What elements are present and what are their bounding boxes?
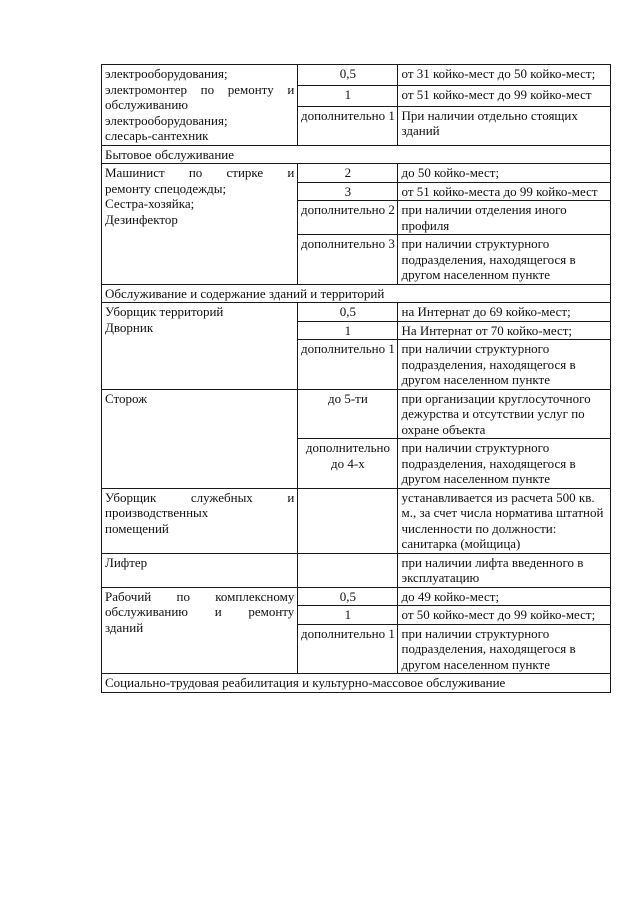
position-line: Уборщик территорий	[105, 304, 224, 319]
quantity-cell: до 5-ти	[298, 389, 398, 439]
quantity-cell: дополнительно 1	[298, 106, 398, 145]
condition-cell: при наличии структурного подразделения, находящегося в другом населенном пункте	[398, 340, 611, 390]
table-row	[102, 488, 611, 553]
quantity-cell: дополнительно 1	[298, 340, 398, 390]
staffing-table	[101, 64, 611, 693]
position-line: Сестра-хозяйка;	[105, 196, 195, 211]
condition-cell: при наличии лифта введенного в эксплуатацию	[398, 553, 611, 587]
quantity-cell: 1	[298, 606, 398, 625]
condition-cell: При наличии отдельно стоящих зданий	[398, 106, 611, 145]
position-cell: Сторож	[102, 389, 298, 488]
table-row	[102, 164, 611, 183]
position-cell	[102, 65, 298, 146]
position-line: слесарь-сантехник	[105, 128, 209, 143]
section-header-row	[102, 145, 611, 164]
quantity-cell: дополнительно до 4-х	[298, 439, 398, 489]
quantity-cell: 2	[298, 164, 398, 183]
position-line: обслуживанию и ремонту	[105, 604, 295, 619]
quantity-cell: 1	[298, 321, 398, 340]
section-header-row	[102, 674, 611, 693]
position-cell	[102, 164, 298, 285]
condition-cell: от 51 койко-места до 99 койко-мест	[398, 182, 611, 201]
position-line: Дворник	[105, 319, 154, 335]
quantity-cell	[298, 488, 398, 553]
position-line: электрооборудования;	[105, 112, 228, 128]
condition-cell: при организации круглосуточного дежурства и отсутствии услуг по охране объекта	[398, 389, 611, 439]
condition-cell: от 51 койко-мест до 99 койко-мест	[398, 85, 611, 106]
condition-cell: от 50 койко-мест до 99 койко-мест;	[398, 606, 611, 625]
position-cell: Лифтер	[102, 553, 298, 587]
quantity-cell: дополнительно 1	[298, 624, 398, 674]
position-line: Дезинфектор	[105, 211, 178, 227]
table-row	[102, 587, 611, 606]
table-row	[102, 65, 611, 86]
quantity-cell: 0,5	[298, 303, 398, 322]
table-row	[102, 389, 611, 439]
condition-cell: при наличии структурного подразделения, находящегося в другом населенном пункте	[398, 235, 611, 285]
position-line: обслуживанию	[105, 97, 189, 112]
position-cell	[102, 587, 298, 674]
position-line: электромонтер по ремонту и	[105, 81, 295, 97]
section-title: Обслуживание и содержание зданий и территорий	[102, 284, 611, 303]
condition-cell: до 50 койко-мест;	[398, 164, 611, 183]
position-line: Рабочий по комплексному	[105, 588, 295, 604]
quantity-cell: 0,5	[298, 65, 398, 86]
section-header-row	[102, 284, 611, 303]
condition-cell: устанавливается из расчета 500 кв. м., за счет числа норматива штатной численности по должности: санитарка (мойщица)	[398, 488, 611, 553]
position-line: ремонту спецодежды;	[105, 180, 227, 196]
quantity-cell	[298, 553, 398, 587]
condition-cell: при наличии структурного подразделения, находящегося в другом населенном пункте	[398, 624, 611, 674]
table-row	[102, 303, 611, 322]
position-line: производственных	[105, 505, 209, 520]
quantity-cell: дополнительно 2	[298, 201, 398, 235]
position-line: Уборщик служебных и	[105, 489, 295, 505]
section-title: Социально-трудовая реабилитация и культурно-массовое обслуживание	[102, 674, 611, 693]
table-row	[102, 553, 611, 587]
condition-cell: при наличии отделения иного профиля	[398, 201, 611, 235]
position-line: зданий	[105, 619, 144, 635]
quantity-cell: 0,5	[298, 587, 398, 606]
condition-cell: на Интернат до 69 койко-мест;	[398, 303, 611, 322]
condition-cell: от 31 койко-мест до 50 койко-мест;	[398, 65, 611, 86]
quantity-cell: 3	[298, 182, 398, 201]
position-line: Машинист по стирке и	[105, 165, 295, 180]
position-line: электрооборудования;	[105, 66, 228, 81]
position-line: помещений	[105, 520, 169, 536]
section-title: Бытовое обслуживание	[102, 145, 611, 164]
condition-cell: На Интернат от 70 койко-мест;	[398, 321, 611, 340]
quantity-cell: 1	[298, 85, 398, 106]
quantity-cell: дополнительно 3	[298, 235, 398, 285]
position-cell	[102, 488, 298, 553]
condition-cell: до 49 койко-мест;	[398, 587, 611, 606]
condition-cell: при наличии структурного подразделения, находящегося в другом населенном пункте	[398, 439, 611, 489]
position-cell	[102, 303, 298, 390]
